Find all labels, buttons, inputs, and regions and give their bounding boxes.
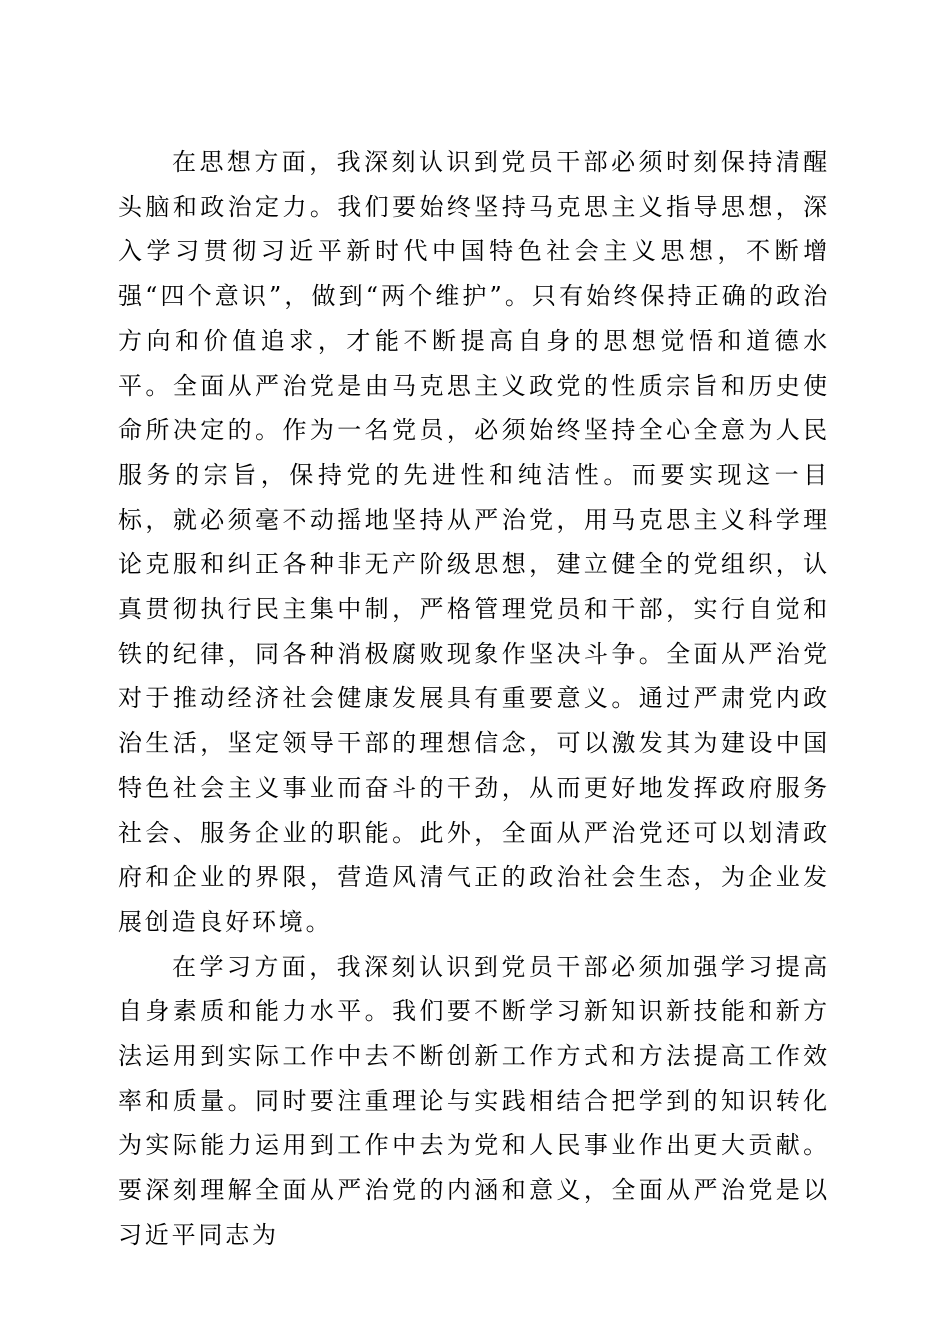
document-body (118, 140, 830, 1258)
paragraph-thought: 在思想方面，我深刻认识到党员干部必须时刻保持清醒头脑和政治定力。我们要始终坚持马克思主义指导思想，深入学习贯彻习近平新时代中国特色社会主义思想，不断增强“四个意识”，做到“两个维护”。只有始终保持正确的政治方向和价值追求，才能不断提高自身的思想觉悟和道德水平。全面从严治党是由马克思主义政党的性质宗旨和历史使命所决定的。作为一名党员，必须始终坚持全心全意为人民服务的宗旨，保持党的先进性和纯洁性。而要实现这一目标，就必须毫不动摇地坚持从严治党，用马克思主义科学理论克服和纠正各种非无产阶级思想，建立健全的党组织，认真贯彻执行民主集中制，严格管理党员和干部，实行自觉和铁的纪律，同各种消极腐败现象作坚决斗争。全面从严治党对于推动经济社会健康发展具有重要意义。通过严肃党内政治生活，坚定领导干部的理想信念，可以激发其为建设中国特色社会主义事业而奋斗的干劲，从而更好地发挥政府服务社会、服务企业的职能。此外，全面从严治党还可以划清政府和企业的界限，营造风清气正的政治社会生态，为企业发展创造良好环境。 (118, 148, 830, 936)
paragraph-study: 在学习方面，我深刻认识到党员干部必须加强学习提高自身素质和能力水平。我们要不断学习新知识新技能和新方法运用到实际工作中去不断创新工作方式和方法提高工作效率和质量。同时要注重理论与实践相结合把学到的知识转化为实际能力运用到工作中去为党和人民事业作出更大贡献。要深刻理解全面从严治党的内涵和意义，全面从严治党是以习近平同志为 (118, 952, 830, 1249)
